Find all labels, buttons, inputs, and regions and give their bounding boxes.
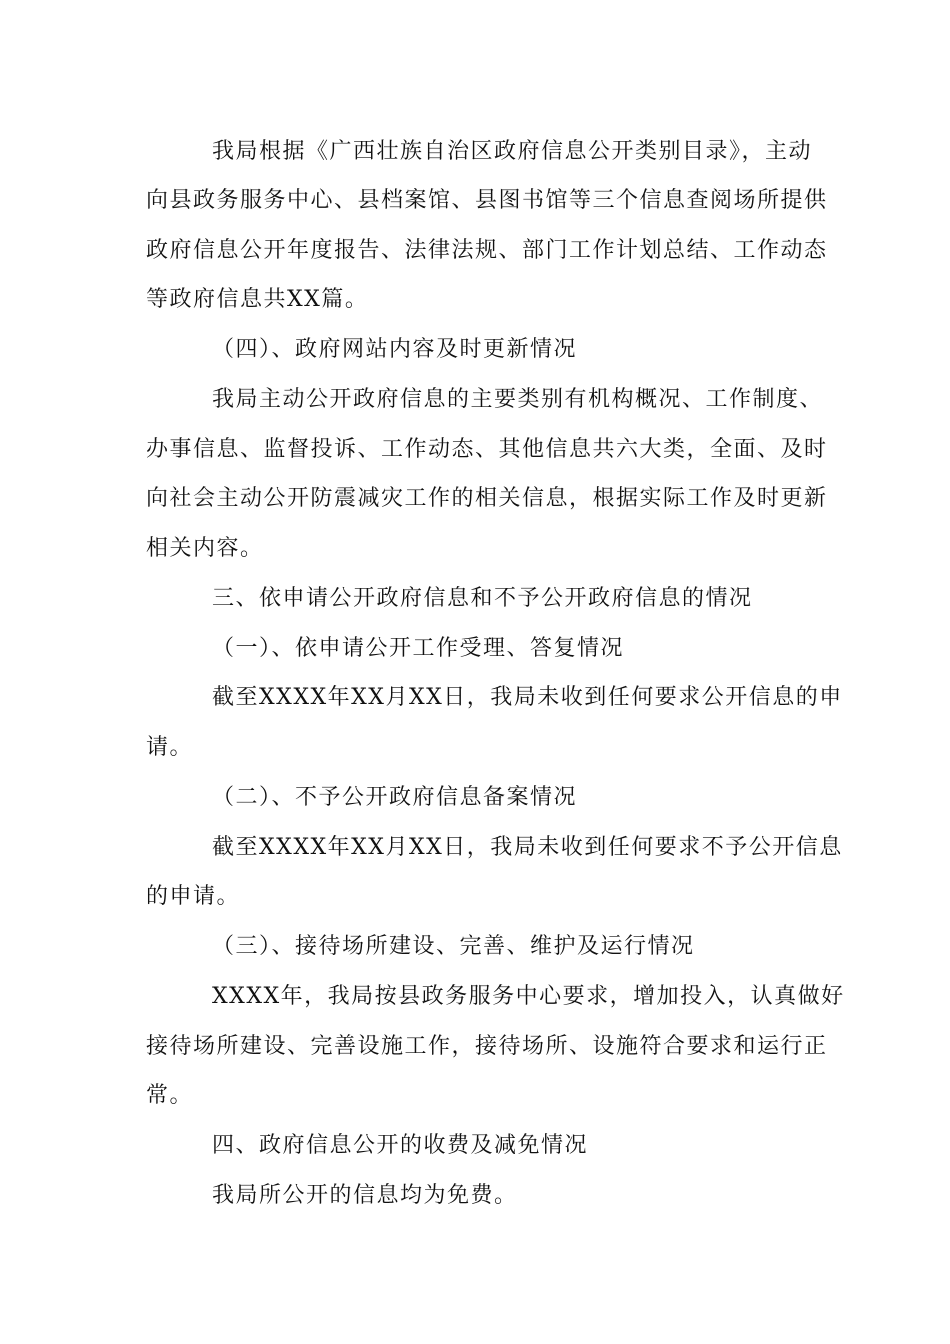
paragraph-line: 请。: [146, 735, 194, 760]
section-heading: （四）、政府网站内容及时更新情况: [212, 337, 578, 362]
paragraph-line: 向县政务服务中心、县档案馆、县图书馆等三个信息查阅场所提供: [146, 188, 828, 213]
paragraph-line: 等政府信息共XX篇。: [146, 287, 369, 312]
paragraph-line: XXXX年，我局按县政务服务中心要求，增加投入，认真做好: [212, 984, 845, 1009]
paragraph-line: 接待场所建设、完善设施工作，接待场所、设施符合要求和运行正: [146, 1034, 828, 1059]
paragraph-line: 截至XXXX年XX月XX日，我局未收到任何要求不予公开信息: [212, 835, 843, 860]
paragraph-line: 政府信息公开年度报告、法律法规、部门工作计划总结、工作动态: [146, 238, 828, 263]
section-heading: （三）、接待场所建设、完善、维护及运行情况: [212, 934, 695, 959]
section-heading: 四、政府信息公开的收费及减免情况: [212, 1133, 589, 1158]
paragraph-line: 截至XXXX年XX月XX日，我局未收到任何要求公开信息的申: [212, 685, 843, 710]
paragraph-line: 我局主动公开政府信息的主要类别有机构概况、工作制度、: [212, 387, 824, 412]
section-heading: 三、依申请公开政府信息和不予公开政府信息的情况: [212, 586, 753, 611]
paragraph-line: 相关内容。: [146, 536, 264, 561]
section-heading: （二）、不予公开政府信息备案情况: [212, 785, 578, 810]
paragraph-line: 办事信息、监督投诉、工作动态、其他信息共六大类，全面、及时: [146, 437, 828, 462]
paragraph-line: 向社会主动公开防震减灾工作的相关信息，根据实际工作及时更新: [146, 486, 828, 511]
paragraph-line: 的申请。: [146, 884, 241, 909]
paragraph-line: 常。: [146, 1083, 194, 1108]
paragraph-line: 我局根据《广西壮族自治区政府信息公开类别目录》，主动: [212, 139, 813, 164]
paragraph-line: 我局所公开的信息均为免费。: [212, 1183, 518, 1208]
section-heading: （一）、依申请公开工作受理、答复情况: [212, 636, 625, 661]
